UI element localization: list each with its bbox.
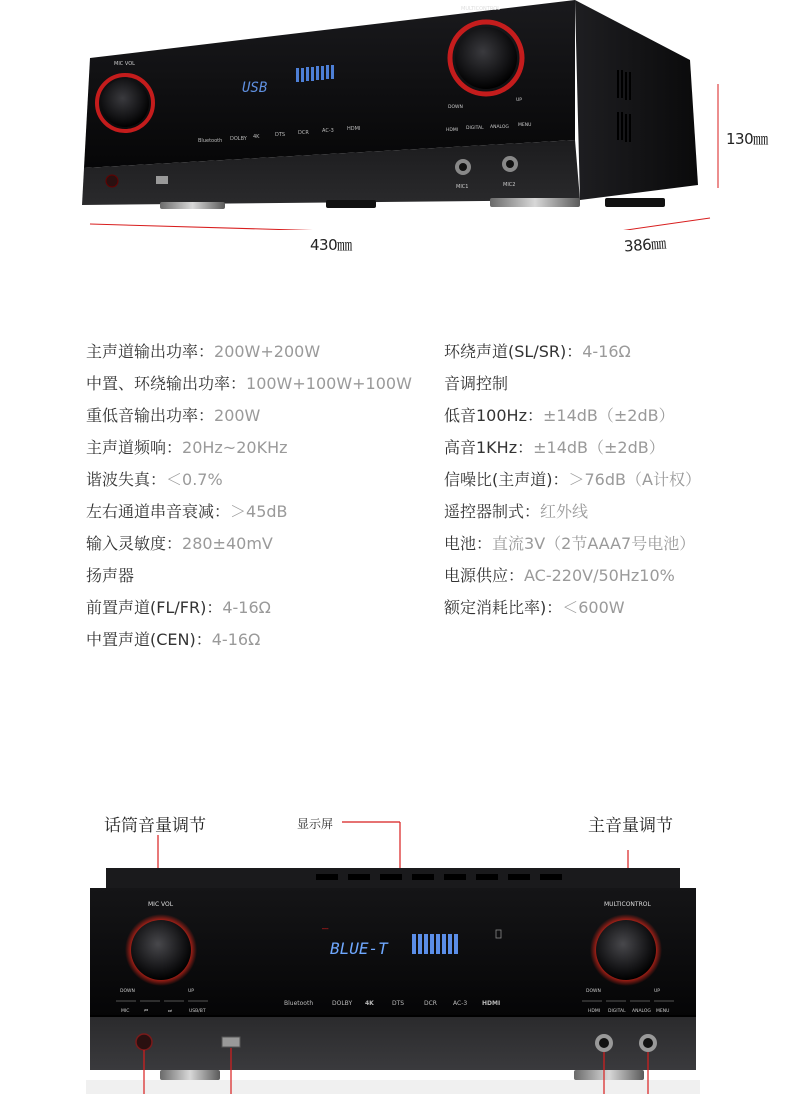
spec-row: 中置声道(CEN)：4-16Ω xyxy=(86,630,261,649)
spec-row: 低音100Hz：±14dB（±2dB） xyxy=(444,406,675,425)
spec-row: 前置声道(FL/FR)：4-16Ω xyxy=(86,598,271,617)
svg-text:MIC: MIC xyxy=(121,1009,130,1014)
spec-row: 左右通道串音衰减：＞45dB xyxy=(86,502,288,521)
spec-list-right xyxy=(444,336,701,624)
svg-text:DIGITAL: DIGITAL xyxy=(608,1009,626,1014)
spec-row: 电池：直流3V（2节AAA7号电池） xyxy=(444,534,696,553)
svg-text:MULTICONTROL: MULTICONTROL xyxy=(604,901,651,908)
spec-row: 环绕声道(SL/SR)：4-16Ω xyxy=(444,342,631,361)
svg-text:Bluetooth: Bluetooth xyxy=(284,1000,314,1007)
svg-text:USB/BT: USB/BT xyxy=(189,1009,206,1014)
amplifier-perspective-image xyxy=(70,0,720,230)
svg-text:ANALOG: ANALOG xyxy=(632,1009,651,1014)
svg-text:HDMI: HDMI xyxy=(588,1009,601,1014)
top-display-text: USB xyxy=(242,80,268,96)
callout-display: 显示屏 xyxy=(297,817,334,831)
svg-text:UP: UP xyxy=(516,98,523,103)
spec-row: 电源供应：AC-220V/50Hz10% xyxy=(444,566,675,585)
svg-text:UP: UP xyxy=(188,989,195,994)
svg-text:MIC VOL: MIC VOL xyxy=(148,901,174,908)
spec-row: 重低音输出功率：200W xyxy=(86,406,261,425)
spec-row: 音调控制 xyxy=(444,374,509,393)
svg-text:ANALOG: ANALOG xyxy=(490,125,509,130)
amplifier-front-image xyxy=(86,868,700,1094)
svg-text:MENU: MENU xyxy=(518,123,532,128)
svg-text:DOWN: DOWN xyxy=(586,989,601,994)
spec-row: 扬声器 xyxy=(86,566,135,585)
svg-text:MIC1: MIC1 xyxy=(456,184,469,190)
depth-dimension-label: 386㎜ xyxy=(623,234,667,256)
spec-row: 遥控器制式：红外线 xyxy=(444,502,589,521)
spec-row: 额定消耗比率)：＜600W xyxy=(444,598,625,617)
svg-text:DOLBY: DOLBY xyxy=(332,1000,353,1007)
svg-text:HDMI: HDMI xyxy=(482,1000,501,1007)
svg-text:DCR: DCR xyxy=(298,130,309,136)
spec-row: 高音1KHz：±14dB（±2dB） xyxy=(444,438,665,457)
front-display-text: BLUE-T xyxy=(330,939,388,958)
spec-row: 主声道频响：20Hz~20KHz xyxy=(86,438,288,457)
svg-text:DCR: DCR xyxy=(424,1000,437,1007)
spec-row: 输入灵敏度：280±40mV xyxy=(86,534,273,553)
svg-text:DIGITAL: DIGITAL xyxy=(466,126,484,131)
svg-text:DTS: DTS xyxy=(275,132,286,138)
svg-text:⏭: ⏭ xyxy=(168,1009,173,1014)
height-dimension-label: 130㎜ xyxy=(726,130,768,148)
svg-text:DOLBY: DOLBY xyxy=(230,136,247,142)
svg-text:HDMI: HDMI xyxy=(347,126,361,132)
svg-text:DOWN: DOWN xyxy=(448,105,463,110)
svg-text:DTS: DTS xyxy=(392,1000,405,1007)
svg-text:⏮: ⏮ xyxy=(144,1009,149,1014)
spec-list-left xyxy=(86,336,412,656)
svg-text:MIC2: MIC2 xyxy=(503,182,516,188)
svg-text:AC-3: AC-3 xyxy=(453,1000,468,1007)
callout-mic-volume: 话筒音量调节 xyxy=(104,816,206,836)
svg-text:Bluetooth: Bluetooth xyxy=(198,138,223,144)
svg-text:4K: 4K xyxy=(253,134,260,140)
spec-row: 信噪比(主声道)：＞76dB（A计权） xyxy=(444,470,701,489)
svg-text:DOWN: DOWN xyxy=(120,989,135,994)
width-dimension-label: 430㎜ xyxy=(310,236,352,254)
svg-text:MENU: MENU xyxy=(656,1009,670,1014)
svg-text:HDMI: HDMI xyxy=(446,128,459,133)
svg-text:━━━: ━━━ xyxy=(322,927,329,931)
spec-row: 中置、环绕输出功率：100W+100W+100W xyxy=(86,374,412,393)
spec-row: 主声道输出功率：200W+200W xyxy=(86,342,321,361)
top-mic-vol-label: MIC VOL xyxy=(114,61,135,67)
svg-text:AC-3: AC-3 xyxy=(322,128,334,134)
callout-main-volume: 主音量调节 xyxy=(588,816,673,836)
spec-row: 谐波失真：＜0.7% xyxy=(86,470,223,489)
svg-text:UP: UP xyxy=(654,989,661,994)
svg-text:4K: 4K xyxy=(365,1000,374,1007)
top-multicontrol-label: MULTICONTROL xyxy=(461,6,501,12)
